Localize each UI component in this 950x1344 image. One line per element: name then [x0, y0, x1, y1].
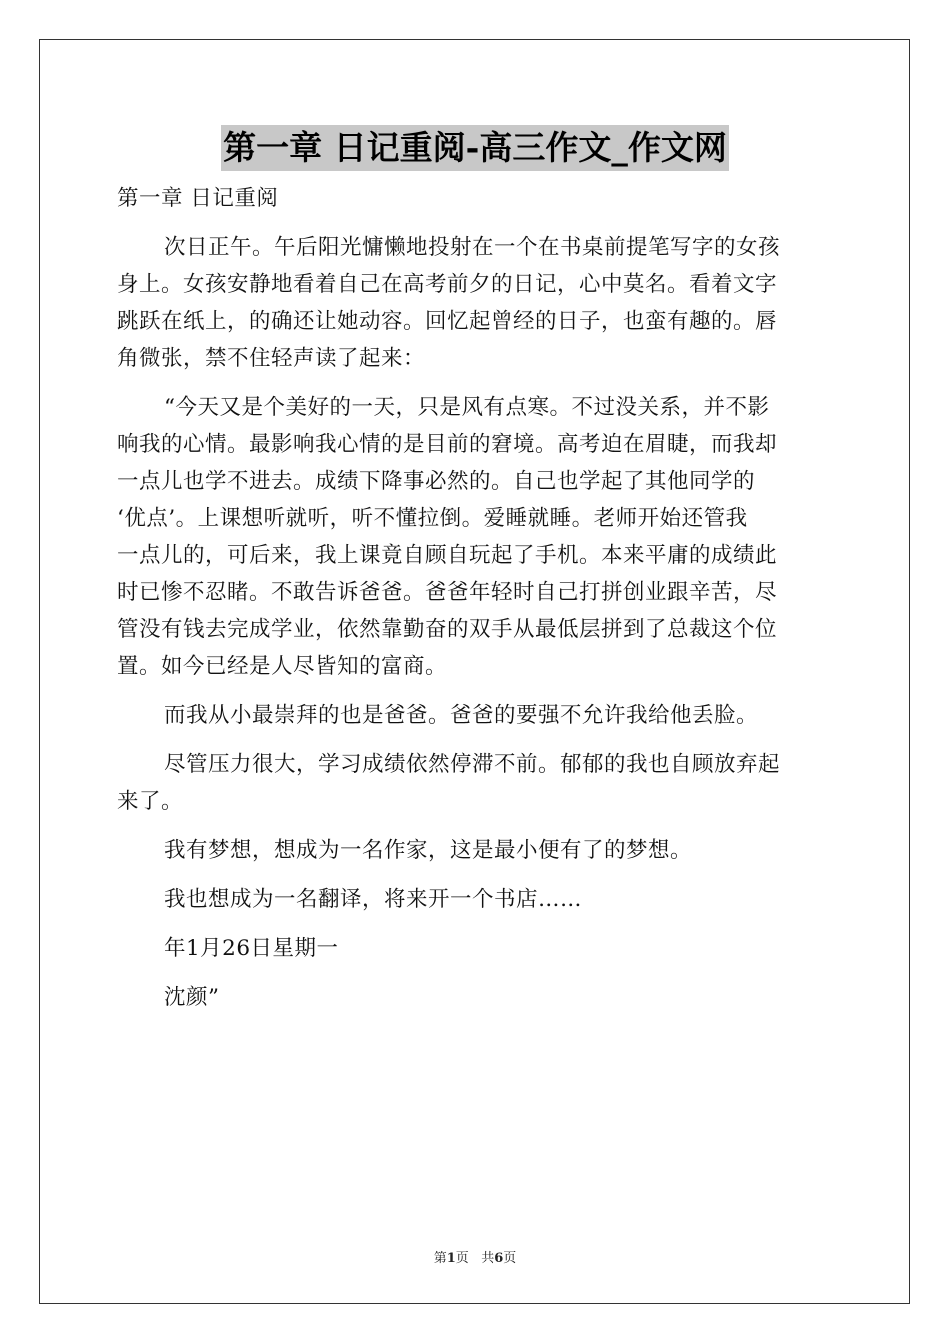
- paragraph-line: 我也想成为一名翻译，将来开一个书店……: [164, 887, 583, 912]
- paragraph-line: 次日正午。午后阳光慵懒地投射在一个在书桌前提笔写字的女孩: [164, 235, 781, 260]
- footer-total-suffix: 页: [503, 1251, 517, 1266]
- page-footer: [0, 1247, 950, 1266]
- paragraph: [117, 746, 833, 820]
- paragraph-line: 跳跃在纸上，的确还让她动容。回忆起曾经的日子，也蛮有趣的。唇: [117, 309, 778, 334]
- paragraph-line: 沈颜”: [164, 985, 220, 1010]
- paragraph-line: 时已惨不忍睹。不敢告诉爸爸。爸爸年轻时自己打拼创业跟辛苦，尽: [117, 580, 778, 605]
- paragraph: [117, 881, 833, 918]
- paragraph: [117, 832, 833, 869]
- paragraph: [117, 697, 833, 734]
- footer-total-number: 6: [494, 1251, 504, 1266]
- section-heading: 第一章 日记重阅: [117, 186, 279, 211]
- title-container: [0, 125, 950, 171]
- paragraph-line: “今天又是个美好的一天，只是风有点寒。不过没关系，并不影: [164, 395, 770, 420]
- paragraph-line: 管没有钱去完成学业，依然靠勤奋的双手从最低层拼到了总裁这个位: [117, 617, 778, 642]
- paragraph: [117, 979, 833, 1016]
- paragraph-line: 一点儿也学不进去。成绩下降事必然的。自己也学起了其他同学的: [117, 469, 756, 494]
- paragraph-line: 响我的心情。最影响我心情的是目前的窘境。高考迫在眉睫，而我却: [117, 432, 778, 457]
- footer-page-number: 1: [446, 1251, 456, 1266]
- paragraph: [117, 229, 833, 377]
- paragraph-line: 年1月26日星期一: [164, 936, 339, 961]
- footer-page-prefix: 第: [433, 1251, 447, 1266]
- paragraph-line: ‘优点’。上课想听就听，听不懂拉倒。爱睡就睡。老师开始还管我: [117, 506, 748, 531]
- paragraph-line: 尽管压力很大，学习成绩依然停滞不前。郁郁的我也自顾放弃起: [164, 752, 781, 777]
- paragraph-line: 我有梦想，想成为一名作家，这是最小便有了的梦想。: [164, 838, 693, 863]
- paragraph-list: [117, 229, 833, 1016]
- paragraph-line: 而我从小最崇拜的也是爸爸。爸爸的要强不允许我给他丢脸。: [164, 703, 759, 728]
- paragraph-line: 来了。: [117, 789, 184, 814]
- paragraph-line: 置。如今已经是人尽皆知的富商。: [117, 654, 448, 679]
- paragraph-line: 身上。女孩安静地看着自己在高考前夕的日记，心中莫名。看着文字: [117, 272, 778, 297]
- footer-page-suffix: 页: [455, 1251, 469, 1266]
- paragraph: [117, 389, 833, 685]
- document-body: [117, 180, 833, 1028]
- paragraph-line: 一点儿的，可后来，我上课竟自顾自玩起了手机。本来平庸的成绩此: [117, 543, 778, 568]
- document-title: 第一章 日记重阅-高三作文_作文网: [221, 125, 729, 171]
- paragraph: [117, 930, 833, 967]
- footer-total-prefix: 共: [481, 1251, 495, 1266]
- paragraph-line: 角微张，禁不住轻声读了起来：: [117, 346, 426, 371]
